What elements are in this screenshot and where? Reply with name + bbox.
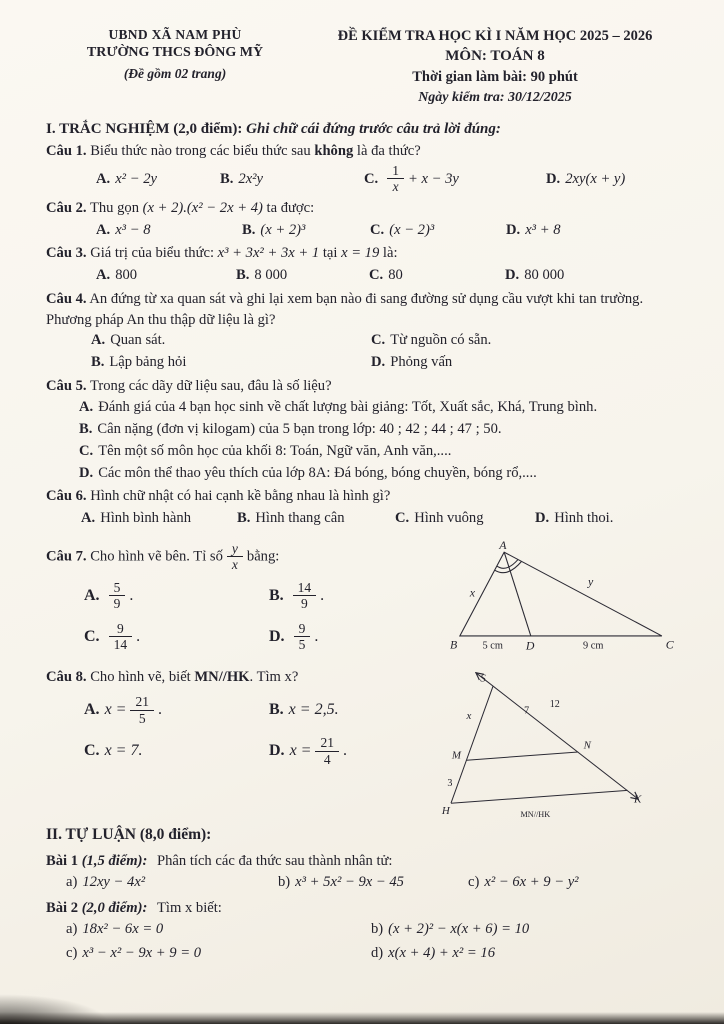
fraction-denominator: x — [231, 557, 238, 573]
question-2 — [46, 198, 686, 240]
item-letter: b) — [371, 920, 384, 937]
question-2-expression: (x + 2).(x² − 2x + 4) — [142, 199, 263, 216]
option-value: 800 — [115, 267, 138, 284]
question-4-text: An đứng từ xa quan sát và ghi lại xem bạn nào đi sang đường sử dụng cầu vượt khi tan trường. Phương pháp An thu thập dữ liệu là gì? — [46, 290, 644, 328]
item-a — [66, 921, 371, 938]
fraction — [130, 694, 154, 726]
item-letter: d) — [371, 944, 384, 961]
fraction — [109, 621, 133, 653]
point-s-label: S — [480, 672, 486, 685]
option-letter: B. — [236, 267, 250, 284]
point-k-label: K — [633, 793, 642, 806]
option-letter: B. — [220, 170, 234, 187]
side-x-label: x — [469, 585, 475, 600]
question-3-text: Giá trị của biểu thức: — [90, 245, 218, 262]
question-2-options — [46, 220, 686, 241]
option-tail: . — [320, 586, 325, 604]
option-value: (x − 2)³ — [389, 221, 435, 238]
duration-line: Thời gian làm bài: 90 phút — [412, 69, 578, 86]
item-b — [278, 874, 468, 891]
option-c — [371, 330, 686, 351]
point-h-label: H — [441, 804, 450, 817]
option-value: Hình thoi. — [554, 510, 614, 526]
option-value: 80 — [388, 267, 403, 284]
question-3-text-after: là: — [379, 245, 398, 262]
pages-note: (Đề gồm 02 trang) — [123, 66, 227, 82]
option-c — [84, 735, 269, 767]
option-letter: D. — [535, 510, 550, 526]
vertex-a-label: A — [498, 539, 507, 552]
school-name: TRƯỜNG THCS ĐÔNG MỸ — [86, 45, 264, 61]
fraction-denominator: 9 — [113, 596, 121, 612]
option-value: Đánh giá của 4 bạn học sinh về chất lượng bài giảng: Tốt, Xuất sắc, Khá, Trung bình. — [98, 399, 598, 416]
option-b — [269, 580, 436, 612]
option-value: Hình thang cân — [255, 510, 345, 526]
option-c — [79, 441, 686, 462]
option-a — [81, 508, 237, 529]
option-letter: D. — [546, 170, 561, 187]
parallel-lines-figure — [440, 664, 655, 818]
option-letter: C. — [370, 221, 385, 238]
option-value: Lập bảng hỏi — [109, 353, 187, 370]
exercise-1-items — [46, 874, 686, 891]
question-4-options — [46, 330, 686, 372]
fraction-numerator: 14 — [293, 580, 317, 597]
figure-point-labels — [441, 672, 642, 817]
fraction-numerator: 9 — [109, 621, 133, 638]
option-prefix: x = — [104, 701, 127, 719]
option-letter: B. — [269, 586, 284, 604]
question-5 — [46, 376, 686, 484]
option-c — [395, 508, 535, 529]
option-b — [79, 419, 686, 440]
authority-name: UBND XÃ NAM PHÙ — [108, 27, 242, 42]
option-b — [242, 220, 370, 241]
exercise-2-points: (2,0 điểm): — [81, 899, 148, 916]
point-d-label: D — [525, 638, 534, 653]
question-1-text-after: là đa thức? — [353, 143, 421, 160]
option-value: 8 000 — [254, 267, 288, 284]
question-8-label: Câu 8. — [46, 668, 87, 685]
vertex-b-label: B — [449, 637, 457, 652]
question-1-label: Câu 1. — [46, 143, 87, 160]
question-3 — [46, 243, 686, 285]
scan-bottom-edge — [0, 1012, 724, 1024]
figure-caption: MN//HK — [520, 809, 551, 818]
option-value: (x + 2)³ — [260, 221, 306, 238]
section-1-heading — [46, 121, 686, 138]
option-prefix: x = — [289, 742, 312, 760]
exercise-2-items — [46, 921, 686, 962]
item-a — [66, 874, 278, 891]
fraction-numerator: 21 — [315, 735, 339, 752]
section-1-title: I. TRẮC NGHIỆM (2,0 điểm): — [46, 121, 243, 138]
option-d — [535, 508, 613, 529]
question-6-label: Câu 6. — [46, 488, 87, 505]
exam-title-block — [304, 26, 686, 107]
question-8-stem — [46, 667, 406, 688]
fraction-numerator: 1 — [387, 163, 404, 180]
fraction — [293, 580, 317, 612]
segment-dc-length: 9 cm — [582, 640, 603, 652]
exercise-2 — [46, 900, 686, 962]
option-a — [96, 169, 220, 190]
option-b — [236, 265, 369, 286]
exam-date-line: Ngày kiểm tra: 30/12/2025 — [418, 89, 572, 105]
vertex-c-label: C — [665, 637, 674, 652]
question-1 — [46, 141, 686, 195]
option-d — [269, 735, 406, 767]
question-8-condition: MN//HK — [194, 668, 250, 685]
question-8-body — [46, 664, 406, 818]
option-letter: B. — [79, 421, 93, 438]
item-expression: (x + 2)² − x(x + 6) = 10 — [388, 920, 530, 937]
option-letter: D. — [269, 742, 285, 760]
option-letter: A. — [96, 221, 111, 238]
question-7-text: Cho hình vẽ bên. Tỉ số — [90, 548, 223, 565]
point-n-label: N — [583, 739, 591, 752]
option-letter: C. — [84, 742, 100, 760]
segment-mh-length: 3 — [447, 777, 453, 789]
section-1-instruction: Ghi chữ cái đứng trước câu trả lời đúng: — [246, 121, 501, 138]
exercise-1-label: Bài 1 — [46, 852, 79, 869]
fraction — [315, 735, 339, 767]
triangle-lines — [459, 552, 661, 636]
question-3-expression: x³ + 3x² + 3x + 1 — [217, 245, 320, 262]
option-value: Phỏng vấn — [390, 353, 453, 370]
option-letter: C. — [79, 442, 94, 459]
question-4-label: Câu 4. — [46, 290, 87, 307]
option-value: + x − 3y — [407, 170, 459, 187]
figure-lines — [451, 673, 638, 803]
question-6-options — [46, 508, 686, 529]
item-letter: c) — [66, 944, 78, 961]
question-1-text: Biểu thức nào trong các biểu thức sau — [90, 143, 315, 160]
question-8-text: Cho hình vẽ, biết — [90, 668, 195, 685]
question-8-options — [46, 694, 406, 767]
option-d — [546, 169, 625, 190]
option-b — [91, 352, 371, 373]
option-d — [371, 352, 686, 373]
question-7-text-after: bằng: — [246, 548, 280, 565]
exercise-1-points: (1,5 điểm): — [81, 852, 148, 869]
option-letter: D. — [371, 353, 386, 370]
item-letter: a) — [66, 873, 78, 890]
option-value: Từ nguồn có sẵn. — [390, 332, 492, 349]
exam-title: ĐỀ KIỂM TRA HỌC KÌ I NĂM HỌC 2025 – 2026 — [337, 28, 653, 44]
option-letter: B. — [237, 510, 251, 526]
fraction — [294, 621, 311, 653]
question-7-label: Câu 7. — [46, 548, 87, 565]
option-value: Hình vuông — [414, 510, 484, 526]
section-2-heading: II. TỰ LUẬN (8,0 điểm): — [46, 825, 212, 843]
option-letter: A. — [96, 267, 111, 284]
item-d — [371, 945, 686, 962]
item-c — [468, 874, 579, 891]
option-value: Quan sát. — [110, 332, 166, 349]
segment-sn-length: 7 — [524, 705, 530, 717]
question-3-label: Câu 3. — [46, 245, 87, 262]
side-y-label: y — [587, 574, 593, 589]
option-value: Hình bình hành — [100, 510, 192, 526]
option-value: 80 000 — [524, 267, 565, 284]
item-expression: 18x² − 6x = 0 — [82, 920, 164, 937]
option-a — [84, 694, 269, 726]
option-value: x = 7. — [104, 742, 143, 760]
option-tail: . — [342, 742, 347, 760]
exam-header — [46, 26, 686, 107]
segment-nk-length: 12 — [549, 698, 560, 710]
option-value: 2x²y — [238, 170, 264, 187]
option-letter: A. — [91, 332, 106, 349]
item-expression: x(x + 4) + x² = 16 — [388, 944, 496, 961]
option-c — [84, 621, 269, 653]
option-d — [506, 220, 561, 241]
fraction-denominator: 14 — [113, 637, 128, 653]
fraction-numerator: 5 — [109, 580, 126, 597]
option-c — [364, 163, 546, 195]
option-d — [79, 463, 686, 484]
fraction — [387, 163, 404, 195]
item-b — [371, 921, 686, 938]
option-value: Tên một số môn học của khối 8: Toán, Ngữ văn, Anh văn,.... — [98, 442, 452, 459]
option-value: x = 2,5. — [288, 701, 339, 719]
option-tail: . — [136, 627, 141, 645]
option-letter: A. — [84, 701, 100, 719]
question-6 — [46, 486, 686, 528]
item-expression: x³ − x² − 9x + 9 = 0 — [82, 944, 201, 961]
item-expression: x³ + 5x² − 9x − 45 — [295, 873, 404, 890]
segment-bd-length: 5 cm — [482, 640, 503, 652]
fraction — [109, 580, 126, 612]
question-7 — [46, 538, 686, 655]
exercise-1-text: Phân tích các đa thức sau thành nhân tử: — [157, 852, 393, 869]
subject-line: MÔN: TOÁN 8 — [445, 48, 545, 65]
option-c — [369, 265, 505, 286]
question-7-stem — [46, 541, 436, 573]
exercise-2-label: Bài 2 — [46, 899, 79, 916]
question-3-text-mid: tại — [319, 245, 342, 262]
question-2-text-after: ta được: — [262, 199, 315, 216]
option-letter: D. — [505, 267, 520, 284]
question-3-condition: x = 19 — [341, 245, 380, 262]
option-letter: C. — [371, 332, 386, 349]
option-a — [96, 265, 236, 286]
option-value: x³ + 8 — [525, 221, 561, 238]
option-value: x³ − 8 — [115, 221, 151, 238]
issuing-authority-block — [46, 26, 304, 83]
option-c — [370, 220, 506, 241]
option-letter: D. — [269, 627, 285, 645]
question-2-text: Thu gọn — [89, 199, 143, 216]
option-a — [79, 397, 686, 418]
segment-sm-label: x — [466, 709, 472, 722]
question-1-options — [46, 163, 686, 195]
option-value: x² − 2y — [115, 170, 157, 187]
item-letter: a) — [66, 920, 78, 937]
point-m-label: M — [451, 749, 462, 762]
fraction-numerator: y — [227, 541, 243, 558]
option-b — [269, 694, 406, 726]
item-expression: 12xy − 4x² — [82, 873, 146, 890]
option-value: Các môn thể thao yêu thích của lớp 8A: Đá bóng, bóng chuyền, bóng rổ,.... — [98, 464, 537, 481]
fraction-numerator: 9 — [294, 621, 311, 638]
option-value: Cân nặng (đơn vị kilogam) của 5 bạn trong lớp: 40 ; 42 ; 44 ; 47 ; 50. — [97, 421, 502, 438]
option-letter: C. — [369, 267, 384, 284]
fraction-denominator: 5 — [138, 710, 146, 726]
exercise-1 — [46, 853, 686, 891]
question-8 — [46, 664, 686, 818]
option-letter: C. — [395, 510, 410, 526]
option-tail: . — [314, 627, 319, 645]
fraction-denominator: 9 — [301, 596, 308, 612]
ratio-fraction — [227, 541, 243, 573]
fraction-denominator: x — [392, 179, 399, 195]
option-letter: A. — [96, 170, 111, 187]
option-letter: C. — [84, 627, 100, 645]
question-5-text: Trong các dãy dữ liệu sau, đâu là số liệu? — [89, 377, 332, 394]
question-8-text-after: . Tìm x? — [249, 668, 299, 685]
question-3-options — [46, 265, 686, 286]
option-a — [84, 580, 269, 612]
option-tail: . — [129, 586, 134, 604]
option-a — [96, 220, 242, 241]
question-5-label: Câu 5. — [46, 377, 87, 394]
option-letter: D. — [506, 221, 521, 238]
item-letter: b) — [278, 873, 291, 890]
question-4 — [46, 289, 686, 373]
option-letter: D. — [79, 464, 94, 481]
question-5-options — [46, 397, 686, 483]
option-a — [91, 330, 371, 351]
option-letter: A. — [79, 399, 94, 416]
question-6-text: Hình chữ nhật có hai cạnh kề bằng nhau là hình gì? — [90, 488, 391, 505]
option-letter: C. — [364, 170, 379, 187]
fraction-numerator: 21 — [130, 694, 154, 711]
question-7-options — [46, 580, 436, 653]
option-b — [220, 169, 364, 190]
item-c — [66, 945, 371, 962]
question-1-keyword: không — [314, 143, 354, 160]
option-letter: B. — [269, 701, 284, 719]
option-letter: B. — [91, 353, 105, 370]
option-value: 2xy(x + y) — [565, 170, 626, 187]
option-d — [269, 621, 436, 653]
item-expression: x² − 6x + 9 − y² — [484, 873, 579, 890]
fraction-denominator: 5 — [298, 637, 306, 653]
triangle-measurements — [482, 640, 603, 651]
option-letter: A. — [84, 586, 100, 604]
item-letter: c) — [468, 873, 480, 890]
triangle-figure — [450, 540, 686, 655]
option-d — [505, 265, 564, 286]
option-letter: A. — [81, 510, 96, 526]
question-2-label: Câu 2. — [46, 199, 87, 216]
option-tail: . — [157, 701, 162, 719]
figure-measurements — [447, 699, 560, 818]
question-7-body — [46, 538, 436, 655]
option-b — [237, 508, 395, 529]
exercise-2-text: Tìm x biết: — [157, 899, 222, 916]
option-letter: B. — [242, 221, 256, 238]
fraction-denominator: 4 — [323, 751, 331, 767]
